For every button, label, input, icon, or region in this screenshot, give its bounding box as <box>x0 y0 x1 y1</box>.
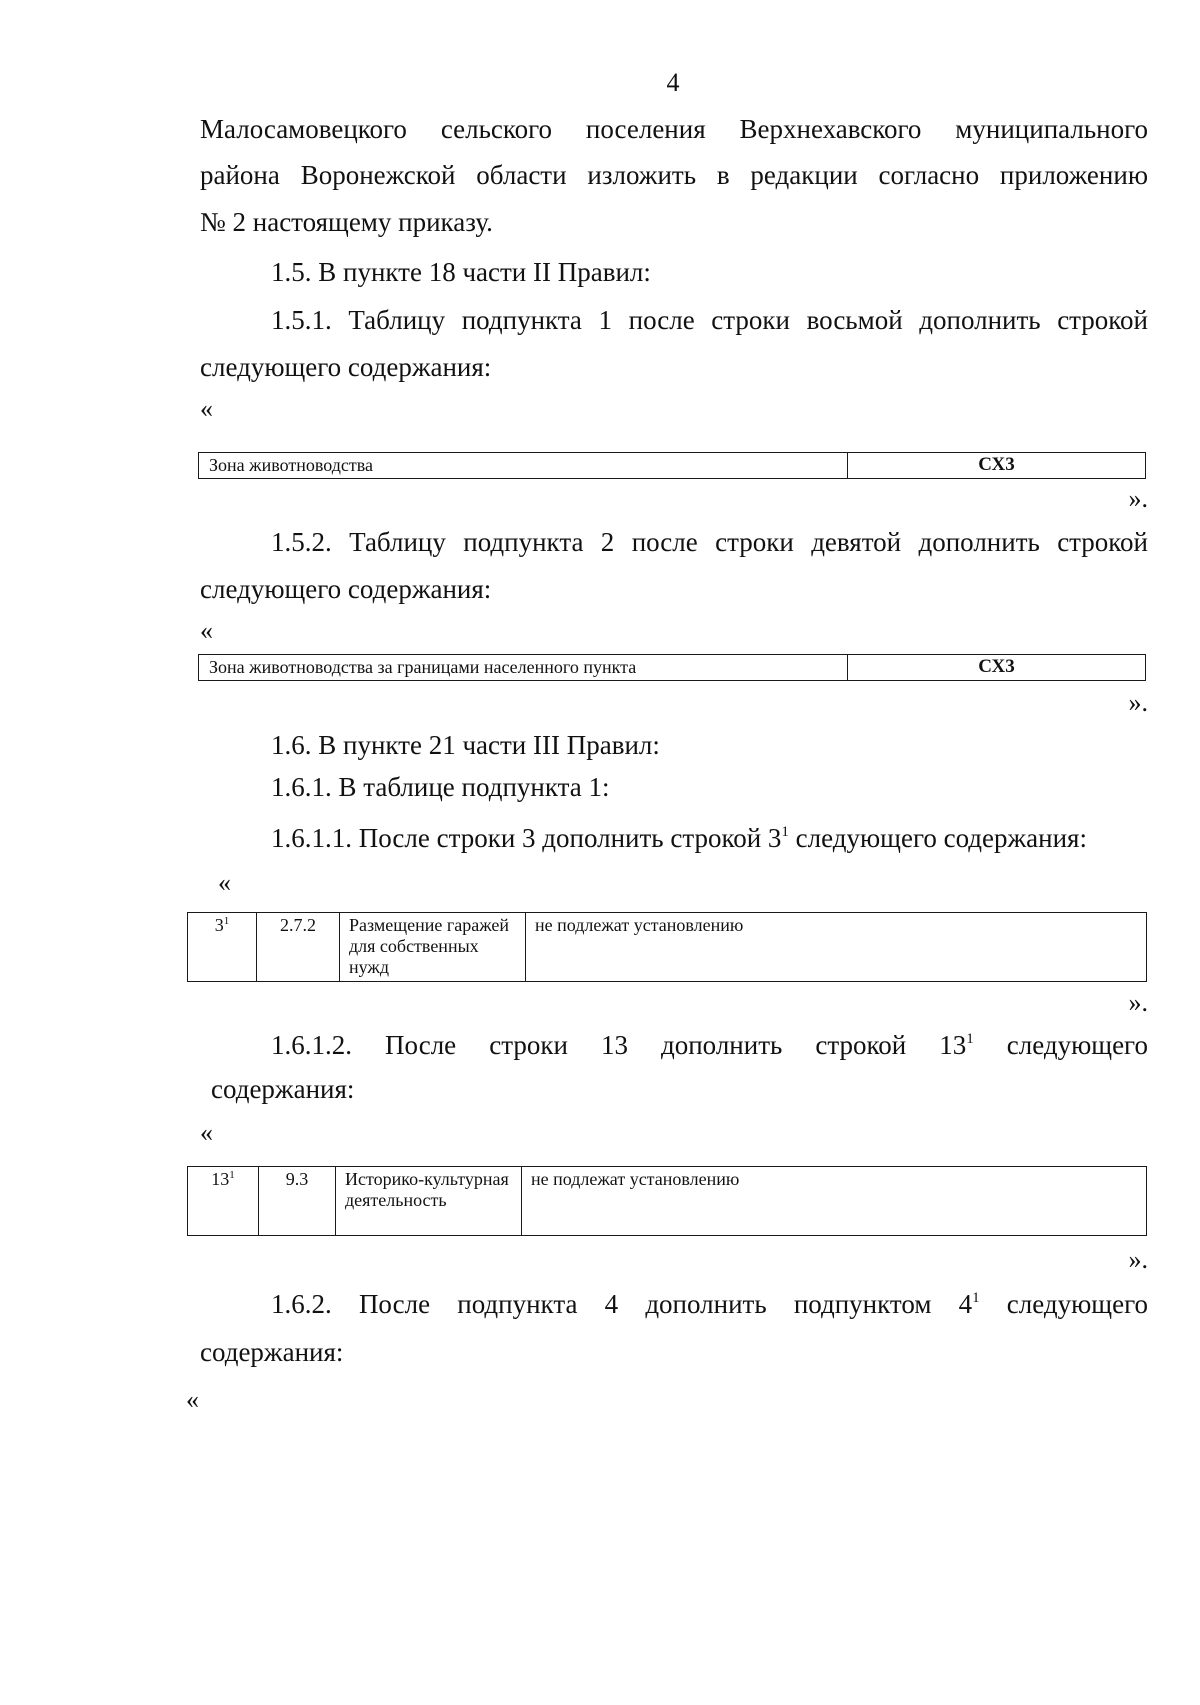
clause-1-6-1-2-line-1: 1.6.1.2. После строки 13 дополнить строкой $13^1$ следующего <box>271 1030 1148 1060</box>
intro-line-2: района Воронежской области изложить в редакции согласно приложению <box>200 160 1148 190</box>
open-quote-3: « <box>218 868 231 897</box>
table-row <box>199 453 1146 479</box>
value-cell: не подлежат установлению <box>522 1167 1147 1236</box>
clause-1-5-1-line-2: следующего содержания: <box>200 352 492 382</box>
zone-name-cell: Зона животноводства за границами населенного пункта <box>199 655 848 681</box>
clause-1-6-2-line-2: содержания: <box>200 1337 344 1367</box>
zone-code-cell: СХ3 <box>848 453 1146 479</box>
table-row <box>188 913 1147 982</box>
open-quote-1: « <box>200 394 213 423</box>
table-zone-livestock-outside <box>198 654 1146 681</box>
close-quote-3: ». <box>1128 988 1148 1017</box>
table-row <box>188 1167 1147 1236</box>
table-zone-livestock <box>198 452 1146 479</box>
table-row-13-1 <box>187 1166 1147 1236</box>
close-quote-4: ». <box>1128 1245 1148 1274</box>
code-cell: 2.7.2 <box>257 913 340 982</box>
clause-1-6-1-1: 1.6.1.1. После строки 3 дополнить строкой $3^1$ следующего содержания: <box>271 823 1087 853</box>
row-number-cell: $13^1$ <box>188 1167 259 1236</box>
zone-name-cell: Зона животноводства <box>199 453 848 479</box>
page-number: 4 <box>666 68 680 97</box>
clause-1-5-2-line-1: 1.5.2. Таблицу подпункта 2 после строки девятой дополнить строкой <box>271 527 1148 557</box>
clause-1-5: 1.5. В пункте 18 части II Правил: <box>271 257 651 287</box>
table-row-3-1 <box>187 912 1147 982</box>
row-number-cell: $3^1$ <box>188 913 257 982</box>
open-quote-5: « <box>186 1385 199 1414</box>
clause-1-5-1-line-1: 1.5.1. Таблицу подпункта 1 после строки восьмой дополнить строкой <box>271 305 1148 335</box>
clause-1-6-1: 1.6.1. В таблице подпункта 1: <box>271 772 610 802</box>
name-cell: Размещение гаражей для собственных нужд <box>340 913 526 982</box>
open-quote-2: « <box>200 616 213 645</box>
close-quote-1: ». <box>1128 484 1148 513</box>
name-cell: Историко-культурная деятельность <box>336 1167 522 1236</box>
code-cell: 9.3 <box>259 1167 336 1236</box>
intro-line-1: Малосамовецкого сельского поселения Верхнехавского муниципального <box>200 114 1148 144</box>
clause-1-6-1-2-line-2: содержания: <box>211 1074 355 1104</box>
zone-code-cell: СХ3 <box>848 655 1146 681</box>
clause-1-6-2-line-1: 1.6.2. После подпункта 4 дополнить подпунктом $4^1$ следующего <box>271 1289 1148 1319</box>
clause-1-6: 1.6. В пункте 21 части III Правил: <box>271 730 660 760</box>
open-quote-4: « <box>200 1118 213 1147</box>
value-cell: не подлежат установлению <box>526 913 1147 982</box>
table-row <box>199 655 1146 681</box>
clause-1-5-2-line-2: следующего содержания: <box>200 574 492 604</box>
intro-line-3: № 2 настоящему приказу. <box>200 207 493 237</box>
close-quote-2: ». <box>1128 688 1148 717</box>
